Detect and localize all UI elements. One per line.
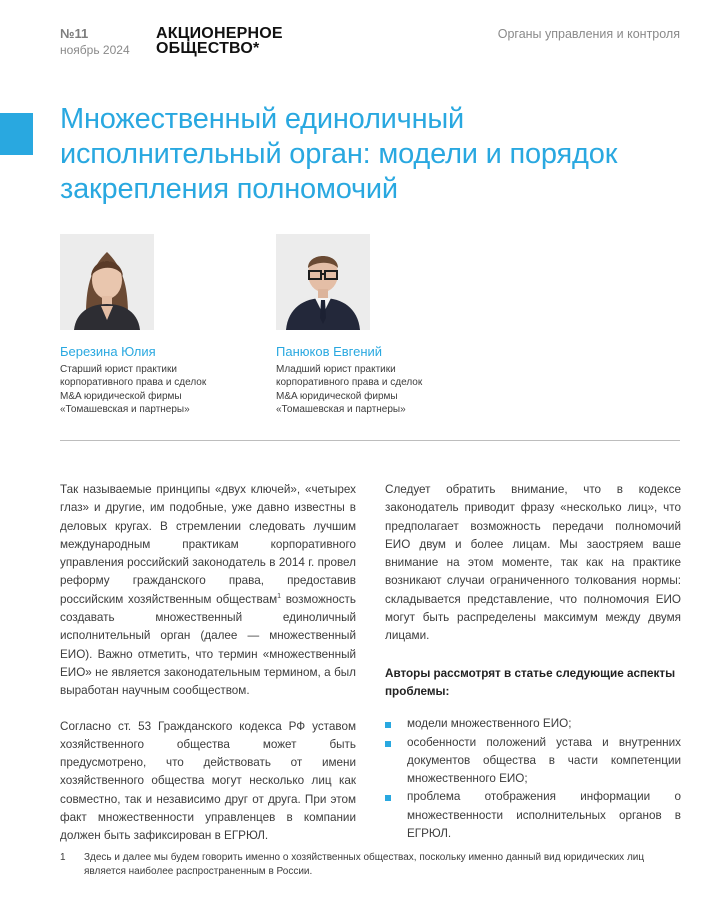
author-role-line: Младший юрист практики [276, 364, 396, 375]
author-photo [60, 234, 154, 330]
author-role-line: «Томашевская и партнеры» [276, 403, 406, 415]
author-portrait-icon [276, 234, 370, 330]
list-item: особенности положений устава и внутренних документов общества в части компетенции множественного ЕИО; [385, 734, 681, 789]
section-name: Органы управления и контроля [497, 27, 680, 41]
author-name: Березина Юлия [60, 344, 156, 359]
author-photo [276, 234, 370, 330]
article-title: Множественный единоличный исполнительный орган: модели и порядок закрепления полномочий [60, 103, 618, 205]
paragraph-text: Так называемые принципы «двух ключей», «четырех глаз» и другие, им подобные, уже давно известны в деловых кругах. В стремлении следовать лучшим международным практикам корпоративного управления российский законодатель в 2014 г. провел реформу гражданского права, предоставив российским хозяйственным обществам [60, 483, 356, 606]
body-paragraph: Согласно ст. 53 Гражданского кодекса РФ уставом хозяйственного общества может быть предусмотрено, что действовать от имени хозяйственного общества могут несколько лиц как совместно, так и независимо друг от друга. При этом факт множественности управленцев в компании должен быть зафиксирован в ЕГРЮЛ. [60, 719, 356, 843]
author-role [60, 363, 275, 416]
list-item: модели множественного ЕИО; [385, 715, 681, 733]
logo-line-2: ОБЩЕСТВО* [156, 40, 260, 57]
author-name: Панюков Евгений [276, 344, 383, 359]
author-role-line: «Томашевская и партнеры» [60, 403, 190, 415]
body-paragraph: Следует обратить внимание, что в кодексе законодатель приводит фразу «несколько лиц», что предполагает возможность передачи полномочий ЕИО двум и более лицам. Мы заостряем ваше внимание на этом моменте, так как на практике возникают случаи ограниченного толкования нормы: складывается представление, что полномочия ЕИО могут быть распределены максимум между двумя лицами. [385, 483, 681, 643]
magazine-logo [156, 26, 283, 56]
author-role-line: Старший юрист практики [60, 364, 177, 375]
author-role [276, 363, 491, 416]
author-card [60, 234, 275, 416]
list-lead: Авторы рассмотрят в статье следующие аспекты проблемы: [385, 666, 676, 698]
body-column-left [60, 481, 356, 846]
footnote-text: Здесь и далее мы будем говорить именно о хозяйственных обществах, поскольку именно данный вид юридических лиц является наиболее распространенным в России. [84, 852, 645, 877]
body-column-right [385, 481, 681, 843]
author-portrait-icon [60, 234, 154, 330]
issue-number: №11 [60, 26, 89, 41]
author-role-line: M&A юридической фирмы [60, 390, 182, 402]
author-card [276, 234, 491, 416]
footnote-number: 1 [60, 852, 66, 863]
accent-bar [0, 113, 33, 155]
issue-info [60, 26, 130, 58]
footnote-ref: 1 [277, 592, 282, 600]
body-paragraph [60, 481, 356, 701]
section-divider [60, 440, 680, 441]
aspects-list [385, 715, 681, 843]
author-role-line: M&A юридической фирмы [276, 390, 398, 402]
footnote [60, 851, 680, 878]
paragraph-text: возможность создавать множественный единоличный исполнительный орган (далее — множественный ЕИО). Важно отметить, что термин «множественный ЕИО» не является законодательным термином, а был выработан научным сообществом. [60, 592, 356, 698]
logo-line-1: АКЦИОНЕРНОЕ [156, 25, 283, 42]
author-role-line: корпоративного права и сделок [60, 377, 207, 389]
issue-date: ноябрь 2024 [60, 43, 130, 57]
list-item: проблема отображения информации о множественности исполнительных органов в ЕГРЮЛ. [385, 788, 681, 843]
author-role-line: корпоративного права и сделок [276, 377, 423, 389]
